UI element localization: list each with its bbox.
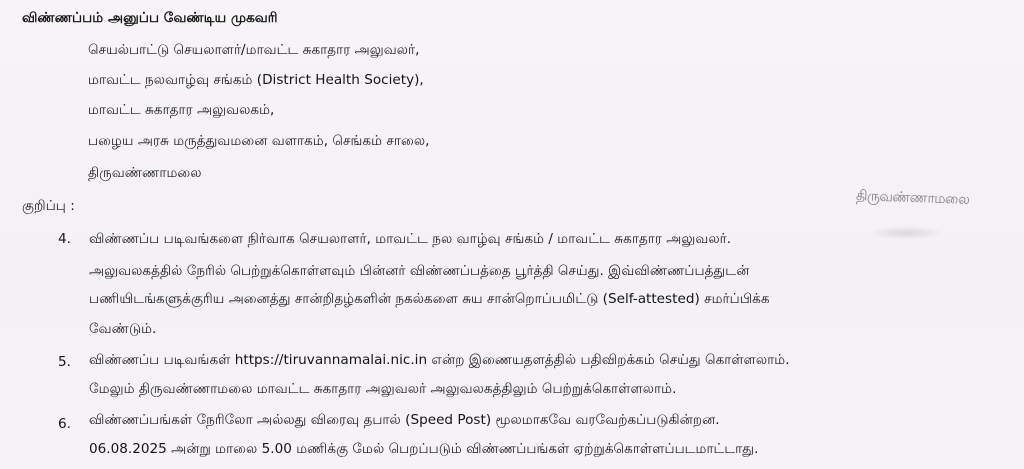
address-line: பழைய அரசு மருத்துவமனை வளாகம், செங்கம் சாலை, [88, 133, 430, 149]
item-line: மேலும் திருவண்ணாமலை மாவட்ட சுகாதார அலுவலர் அலுவலகத்திலும் பெற்றுக்கொள்ளலாம். [89, 381, 677, 397]
item-line: விண்ணப்ப படிவங்கள் https://tiruvannamalai.nic.in என்ற இணையதளத்தில் பதிவிறக்கம் செய்து கொள்ளலாம். [89, 352, 790, 368]
address-line: செயல்பாட்டு செயலாளர்/மாவட்ட சுகாதார அலுவலர், [88, 42, 420, 58]
item-line: விண்ணப்ப படிவங்களை நிர்வாக செயலாளர், மாவட்ட நல வாழ்வு சங்கம் / மாவட்ட சுகாதார அலுவலர். [89, 231, 732, 247]
item-line: அலுவலகத்தில் நேரில் பெற்றுக்கொள்ளவும் பின்னர் விண்ணப்பத்தை பூர்த்தி செய்து. இவ்விண்ணப்பத்துடன் [89, 263, 750, 279]
item-line: 06.08.2025 அன்று மாலை 5.00 மணிக்கு மேல் பெறப்படும் விண்ணப்பங்கள் ஏற்றுக்கொள்ளப்படமாட்டாது. [89, 441, 759, 457]
note-label: குறிப்பு : [22, 198, 75, 214]
handwritten-note: திருவண்ணாமலை [855, 188, 970, 208]
address-line: மாவட்ட சுகாதார அலுவலகம், [88, 102, 275, 118]
item-number: 5. [58, 354, 71, 370]
ink-smudge [868, 226, 944, 240]
item-line: விண்ணப்பங்கள் நேரிலோ அல்லது விரைவு தபால் (Speed Post) மூலமாகவே வரவேற்கப்படுகின்றன. [89, 412, 720, 428]
item-number: 4. [58, 231, 71, 247]
heading: விண்ணப்பம் அனுப்ப வேண்டிய முகவரி [22, 10, 278, 26]
item-line: பணியிடங்களுக்குரிய அனைத்து சான்றிதழ்களின் நகல்களை சுய சான்றொப்பமிட்டு (Self-attested) சமர்ப்பிக்க [89, 291, 770, 307]
address-line: திருவண்ணாமலை [88, 165, 202, 181]
item-line: வேண்டும். [89, 321, 157, 337]
item-number: 6. [58, 416, 71, 432]
address-line: மாவட்ட நலவாழ்வு சங்கம் (District Health Society), [88, 72, 424, 88]
